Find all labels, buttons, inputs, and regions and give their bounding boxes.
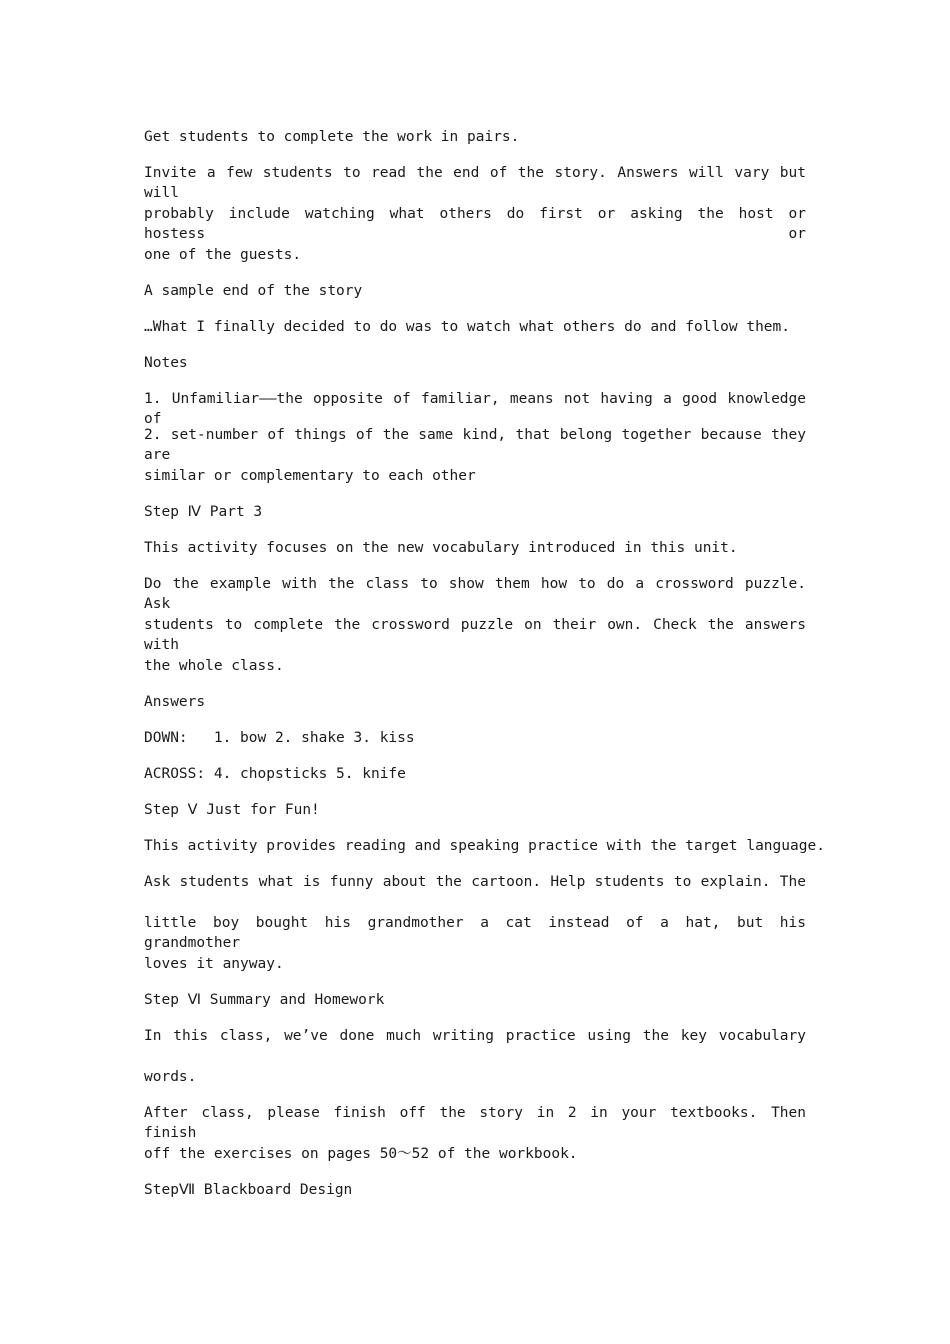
- section-heading: Answers: [144, 694, 206, 710]
- text-line: the whole class.: [144, 658, 284, 674]
- text-line: …What I finally decided to do was to watch what others do and follow them.: [144, 319, 791, 335]
- text-line: Ask students what is funny about the cartoon. Help students to explain. The: [144, 874, 806, 890]
- answers-down: DOWN: 1. bow 2. shake 3. kiss: [144, 730, 415, 746]
- section-heading: Step Ⅳ Part 3: [144, 504, 263, 520]
- text-line: little boy bought his grandmother a cat instead of a hat, but his grandmother: [144, 915, 806, 951]
- text-line: This activity focuses on the new vocabulary introduced in this unit.: [144, 540, 738, 556]
- text-line: Invite a few students to read the end of the story. Answers will vary but will: [144, 165, 806, 201]
- text-line: Get students to complete the work in pairs.: [144, 129, 520, 145]
- text-line: similar or complementary to each other: [144, 468, 476, 484]
- text-line: 1. Unfamiliar——the opposite of familiar, means not having a good knowledge of: [144, 391, 806, 427]
- text-line: off the exercises on pages 50～52 of the workbook.: [144, 1146, 578, 1162]
- section-heading: Notes: [144, 355, 188, 371]
- text-line: In this class, we’ve done much writing practice using the key vocabulary: [144, 1028, 806, 1044]
- text-line: After class, please finish off the story in 2 in your textbooks. Then finish: [144, 1105, 806, 1141]
- text-line: students to complete the crossword puzzle on their own. Check the answers with: [144, 617, 806, 653]
- answers-across: ACROSS: 4. chopsticks 5. knife: [144, 766, 406, 782]
- section-heading: Step Ⅴ Just for Fun!: [144, 802, 320, 818]
- text-line: Do the example with the class to show them how to do a crossword puzzle. Ask: [144, 576, 806, 612]
- text-line: 2. set-number of things of the same kind, that belong together because they are: [144, 427, 806, 463]
- text-line: This activity provides reading and speaking practice with the target language.: [144, 838, 825, 854]
- text-line: probably include watching what others do first or asking the host or hostess or: [144, 206, 806, 242]
- section-heading: Step Ⅵ Summary and Homework: [144, 992, 385, 1008]
- text-line: one of the guests.: [144, 247, 302, 263]
- text-line: words.: [144, 1069, 197, 1085]
- text-line: A sample end of the story: [144, 283, 363, 299]
- text-line: loves it anyway.: [144, 956, 284, 972]
- section-heading: StepⅦ Blackboard Design: [144, 1182, 353, 1198]
